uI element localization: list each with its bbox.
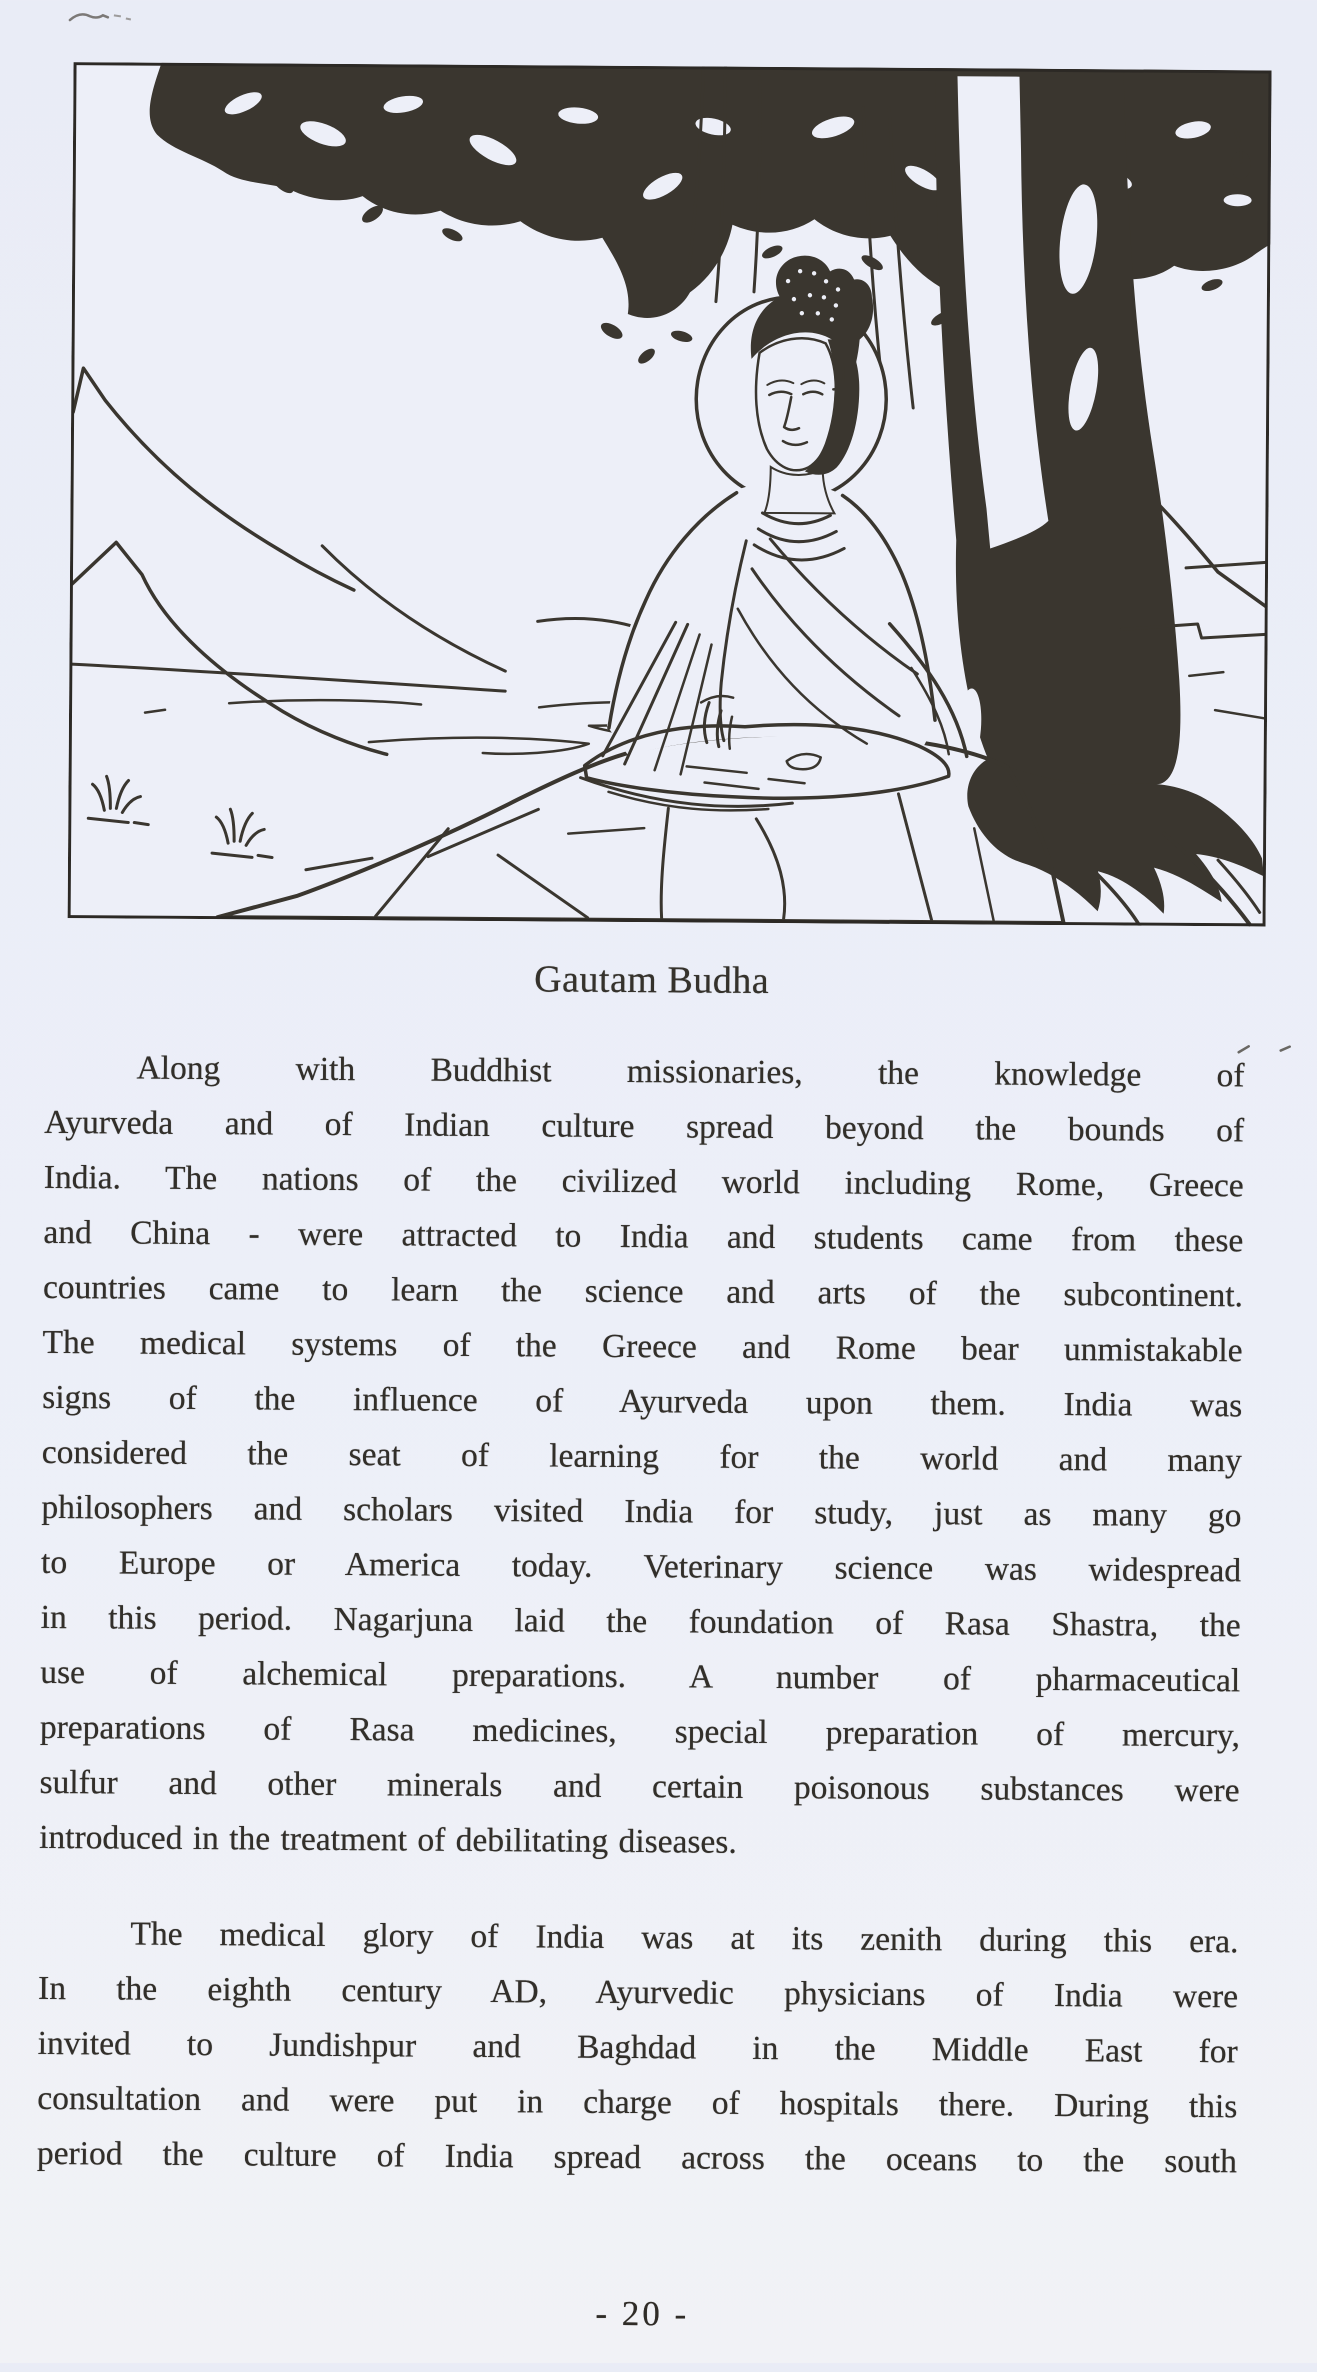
text-line: introduced in the treatment of debilitating diseases. [39, 1818, 737, 1861]
paragraph-1 [39, 1040, 1245, 1873]
buddha-illustration [68, 62, 1272, 926]
text-line: The medical glory of India was at its zenith during this era. [130, 1915, 1239, 1961]
text-line: and China - were attracted to India and students came from these [43, 1213, 1244, 1260]
paragraph-2 [37, 1906, 1239, 2189]
text-line: to Europe or America today. Veterinary science was widespread [40, 1543, 1242, 1590]
page-number: - 20 - [595, 2293, 690, 2334]
text-line: consultation and were put in charge of hospitals there. During this [37, 2079, 1238, 2126]
text-line: preparations of Rasa medicines, special preparation of mercury, [39, 1708, 1241, 1755]
text-line: invited to Jundishpur and Baghdad in the Middle East for [37, 2024, 1238, 2071]
text-line: considered the seat of learning for the world and many [41, 1433, 1242, 1480]
text-line: Ayurveda and of Indian culture spread beyond the bounds of [44, 1103, 1245, 1150]
scan-smudge-text-corner [1231, 1038, 1301, 1058]
text-line: signs of the influence of Ayurveda upon them. India was [42, 1378, 1243, 1425]
body-text [37, 1040, 1245, 2189]
text-line: philosophers and scholars visited India for study, just as many go [41, 1488, 1242, 1535]
illustration-caption: Gautam Budha [534, 958, 770, 1002]
buddha-illustration-drawing [68, 62, 1272, 926]
text-line: countries came to learn the science and arts of the subcontinent. [42, 1268, 1244, 1315]
text-line: sulfur and other minerals and certain poisonous substances were [39, 1763, 1240, 1810]
text-line: In the eighth century AD, Ayurvedic physicians of India were [37, 1969, 1239, 2016]
text-line: use of alchemical preparations. A number of pharmaceutical [40, 1653, 1241, 1700]
text-line: in this period. Nagarjuna laid the foundation of Rasa Shastra, the [40, 1598, 1241, 1645]
text-line: period the culture of India spread across the oceans to the south [36, 2134, 1238, 2181]
text-line: Along with Buddhist missionaries, the knowledge of [136, 1049, 1245, 1095]
text-line: The medical systems of the Greece and Rome bear unmistakable [42, 1323, 1243, 1370]
scan-smudge-top-left [66, 6, 136, 28]
text-line: India. The nations of the civilized world including Rome, Greece [43, 1158, 1244, 1205]
